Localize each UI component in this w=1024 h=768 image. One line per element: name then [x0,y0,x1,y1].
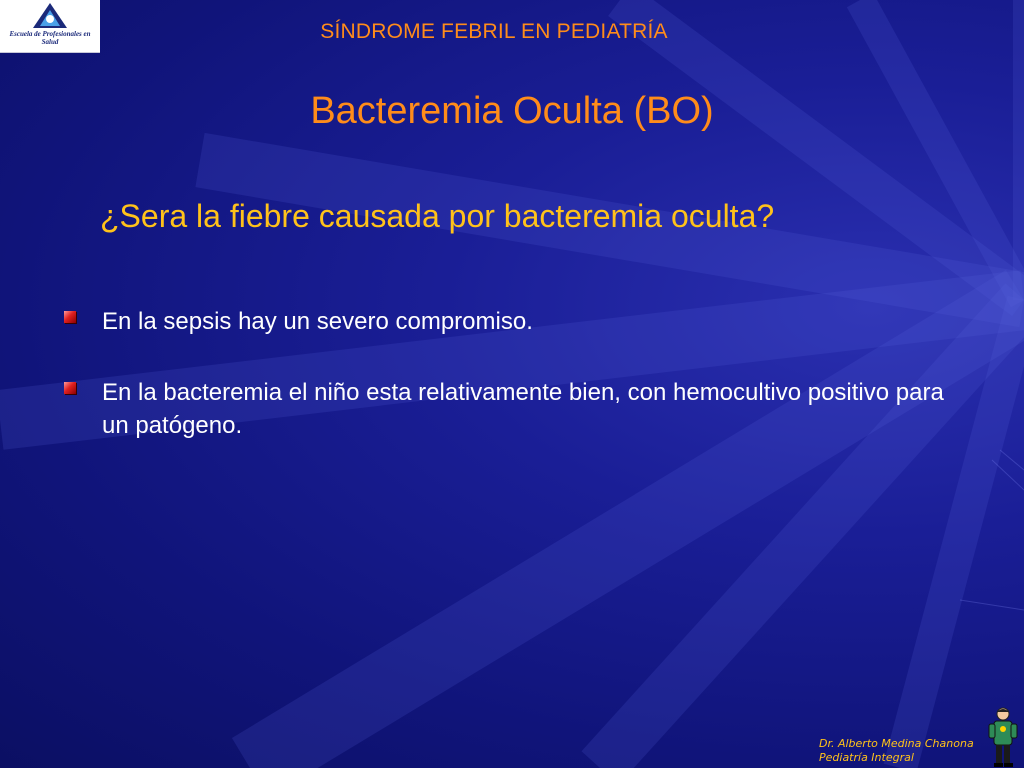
slide-question: ¿Sera la fiebre causada por bacteremia oculta? [100,198,775,234]
bullet-square-icon [64,311,76,323]
bullet-text: En la sepsis hay un severo compromiso. [102,308,533,335]
doctor-figure-icon [986,706,1020,768]
slide-title: Bacteremia Oculta (BO) [310,90,714,132]
footer-credit [819,737,974,765]
footer-author: Dr. Alberto Medina Chanona [819,737,974,750]
bullet-square-icon [64,382,76,394]
logo-text: Escuela de Profesionales en Salud [9,30,91,46]
bullet-text: En la bacteremia el niño esta relativamente bien, con hemocultivo positivo para un patógeno. [102,379,944,439]
footer-subtitle: Pediatría Integral [819,751,914,764]
slide-header: SÍNDROME FEBRIL EN PEDIATRÍA [320,20,668,43]
